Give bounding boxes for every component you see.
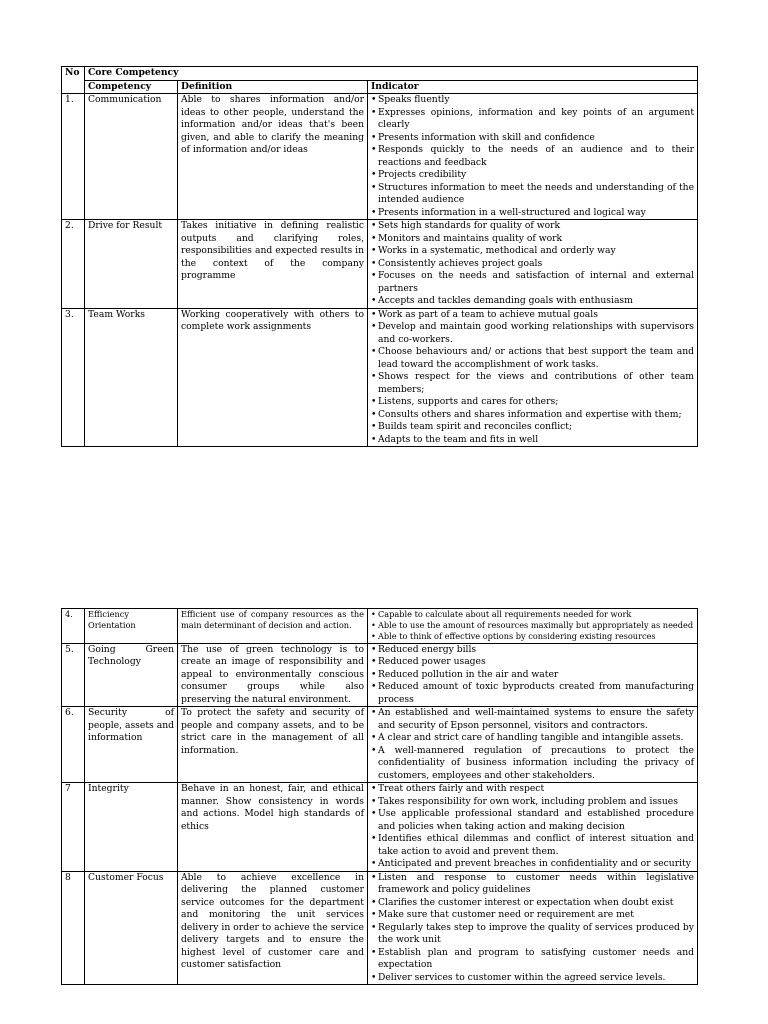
indicator-cell bbox=[368, 308, 698, 447]
indicator-list bbox=[371, 707, 694, 782]
header-core-competency: Core Competency bbox=[85, 67, 698, 81]
indicator-item: • Use applicable professional standard and established procedure and policies when taking action and making decision bbox=[371, 808, 694, 833]
row-number: 7 bbox=[62, 783, 85, 872]
indicator-item: • Treat others fairly and with respect bbox=[371, 783, 694, 796]
indicator-item: • Develop and maintain good working relationships with supervisors and co-workers. bbox=[371, 321, 694, 346]
indicator-item: • Able to use the amount of resources maximally but appropriately as needed bbox=[371, 620, 694, 631]
indicator-cell bbox=[368, 871, 698, 985]
row-number: 5. bbox=[62, 643, 85, 707]
indicator-item: • Capable to calculate about all requirements needed for work bbox=[371, 609, 694, 620]
indicator-list bbox=[371, 872, 694, 985]
header-no: No bbox=[62, 67, 85, 94]
indicator-item: • Consistently achieves project goals bbox=[371, 258, 694, 271]
indicator-list bbox=[371, 220, 694, 308]
indicator-list bbox=[371, 309, 694, 447]
row-number: 2. bbox=[62, 220, 85, 309]
indicator-list bbox=[371, 644, 694, 707]
row-number: 1. bbox=[62, 94, 85, 220]
competency-name: Integrity bbox=[85, 783, 178, 872]
indicator-item: • Accepts and tackles demanding goals with enthusiasm bbox=[371, 295, 694, 308]
indicator-cell bbox=[368, 609, 698, 644]
indicator-item: • Choose behaviours and/ or actions that best support the team and lead toward the accomplishment of work tasks. bbox=[371, 346, 694, 371]
indicator-item: • Takes responsibility for own work, including problem and issues bbox=[371, 796, 694, 809]
indicator-item: • Works in a systematic, methodical and orderly way bbox=[371, 245, 694, 258]
competency-name: Team Works bbox=[85, 308, 178, 447]
indicator-list bbox=[371, 94, 694, 219]
competency-name: Going Green Technology bbox=[85, 643, 178, 707]
indicator-cell bbox=[368, 643, 698, 707]
indicator-item: • Listens, supports and cares for others; bbox=[371, 396, 694, 409]
header-competency: Competency bbox=[85, 80, 178, 94]
competency-name: Communication bbox=[85, 94, 178, 220]
competency-definition: Takes initiative in defining realistic outputs and clarifying roles, responsibilities and expected results in the context of the company programme bbox=[178, 220, 368, 309]
table-row bbox=[62, 643, 698, 707]
indicator-item: • Regularly takes step to improve the quality of services produced by the work unit bbox=[371, 922, 694, 947]
indicator-cell bbox=[368, 94, 698, 220]
indicator-item: • Structures information to meet the needs and understanding of the intended audience bbox=[371, 182, 694, 207]
indicator-item: • Expresses opinions, information and key points of an argument clearly bbox=[371, 107, 694, 132]
indicator-item: • Speaks fluently bbox=[371, 94, 694, 107]
competency-name: Drive for Result bbox=[85, 220, 178, 309]
indicator-item: • Able to think of effective options by considering existing resources bbox=[371, 631, 694, 642]
indicator-list bbox=[371, 609, 694, 643]
table-header-row bbox=[62, 67, 698, 81]
table-subheader-row bbox=[62, 80, 698, 94]
indicator-item: • Monitors and maintains quality of work bbox=[371, 233, 694, 246]
indicator-item: • Reduced pollution in the air and water bbox=[371, 669, 694, 682]
indicator-item: • Consults others and shares information and expertise with them; bbox=[371, 409, 694, 422]
table-row bbox=[62, 707, 698, 783]
indicator-item: • Deliver services to customer within the agreed service levels. bbox=[371, 972, 694, 985]
indicator-item: • Reduced power usages bbox=[371, 656, 694, 669]
table-row bbox=[62, 871, 698, 985]
indicator-item: • A clear and strict care of handling tangible and intangible assets. bbox=[371, 732, 694, 745]
indicator-item: • Builds team spirit and reconciles conflict; bbox=[371, 421, 694, 434]
competency-name: Efficiency Orientation bbox=[85, 609, 178, 644]
indicator-item: • Sets high standards for quality of work bbox=[371, 220, 694, 233]
row-number: 6. bbox=[62, 707, 85, 783]
table-row bbox=[62, 308, 698, 447]
competency-definition: Able to shares information and/or ideas to other people, understand the information and/or ideas that's been given, and able to clarify the meaning of information and/or ideas bbox=[178, 94, 368, 220]
indicator-item: • Identifies ethical dilemmas and conflict of interest situation and take action to avoid and prevent them. bbox=[371, 833, 694, 858]
indicator-item: • Presents information with skill and confidence bbox=[371, 132, 694, 145]
competency-name: Security of people, assets and information bbox=[85, 707, 178, 783]
indicator-cell bbox=[368, 783, 698, 872]
indicator-item: • Work as part of a team to achieve mutual goals bbox=[371, 309, 694, 322]
header-definition: Definition bbox=[178, 80, 368, 94]
competency-definition: Efficient use of company resources as the main determinant of decision and action. bbox=[178, 609, 368, 644]
indicator-item: • Reduced energy bills bbox=[371, 644, 694, 657]
row-number: 4. bbox=[62, 609, 85, 644]
row-number: 8 bbox=[62, 871, 85, 985]
core-competency-table-2 bbox=[61, 608, 698, 985]
competency-definition: The use of green technology is to create an image of responsibility and appeal to environmentally conscious consumer groups while also preserving the natural environment. bbox=[178, 643, 368, 707]
indicator-cell bbox=[368, 220, 698, 309]
indicator-item: • A well-mannered regulation of precautions to protect the confidentiality of business information including the privacy of customers, employees and other stakeholders. bbox=[371, 745, 694, 783]
core-competency-table-1 bbox=[61, 66, 698, 447]
indicator-item: • Reduced amount of toxic byproducts created from manufacturing process bbox=[371, 681, 694, 706]
indicator-item: • Anticipated and prevent breaches in confidentiality and or security bbox=[371, 858, 694, 871]
indicator-item: • Clarifies the customer interest or expectation when doubt exist bbox=[371, 897, 694, 910]
indicator-item: • Listen and response to customer needs within legislative framework and policy guidelines bbox=[371, 872, 694, 897]
indicator-item: • Focuses on the needs and satisfaction of internal and external partners bbox=[371, 270, 694, 295]
indicator-item: • Responds quickly to the needs of an audience and to their reactions and feedback bbox=[371, 144, 694, 169]
indicator-item: • Make sure that customer need or requirement are met bbox=[371, 909, 694, 922]
indicator-item: • Adapts to the team and fits in well bbox=[371, 434, 694, 447]
indicator-list bbox=[371, 783, 694, 871]
competency-definition: Working cooperatively with others to complete work assignments bbox=[178, 308, 368, 447]
indicator-item: • Presents information in a well-structured and logical way bbox=[371, 207, 694, 220]
competency-definition: Behave in an honest, fair, and ethical manner. Show consistency in words and actions. Model high standards of ethics bbox=[178, 783, 368, 872]
table-row bbox=[62, 609, 698, 644]
table-row bbox=[62, 220, 698, 309]
row-number: 3. bbox=[62, 308, 85, 447]
indicator-item: • Establish plan and program to satisfying customer needs and expectation bbox=[371, 947, 694, 972]
header-indicator: Indicator bbox=[368, 80, 698, 94]
indicator-item: • Projects credibility bbox=[371, 169, 694, 182]
table-row bbox=[62, 783, 698, 872]
indicator-item: • Shows respect for the views and contributions of other team members; bbox=[371, 371, 694, 396]
indicator-cell bbox=[368, 707, 698, 783]
competency-name: Customer Focus bbox=[85, 871, 178, 985]
table-row bbox=[62, 94, 698, 220]
competency-definition: Able to achieve excellence in delivering the planned customer service outcomes for the department and monitoring the unit services delivery in order to achieve the service delivery targets and to ensure the highest level of customer care and customer satisfaction bbox=[178, 871, 368, 985]
competency-definition: To protect the safety and security of people and company assets, and to be strict care in the management of all information. bbox=[178, 707, 368, 783]
indicator-item: • An established and well-maintained systems to ensure the safety and security of Epson personnel, visitors and contractors. bbox=[371, 707, 694, 732]
